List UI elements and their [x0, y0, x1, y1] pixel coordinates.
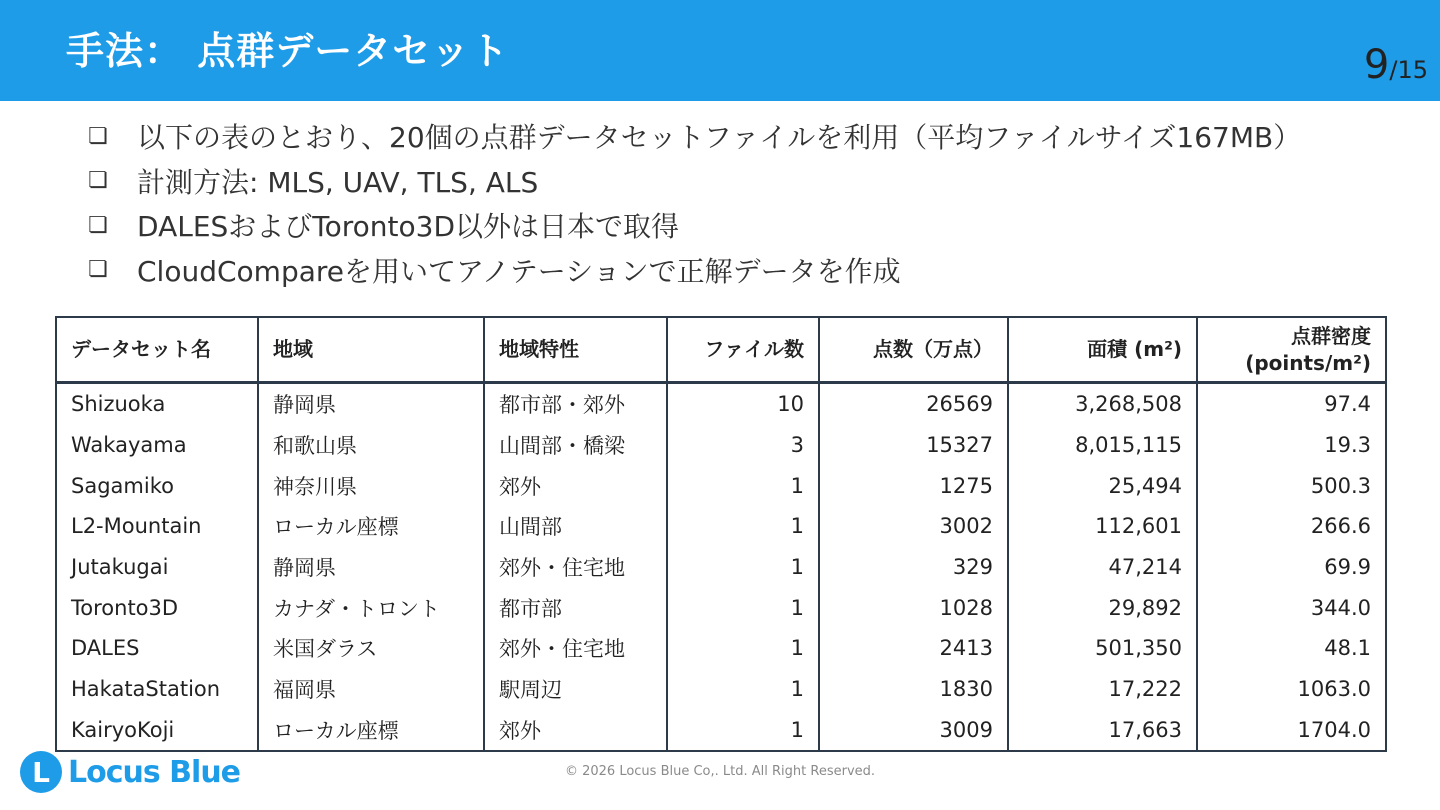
cell-region-type: 都市部	[484, 587, 667, 628]
cell-region-type: 郊外	[484, 465, 667, 506]
page-number	[1364, 42, 1428, 88]
cell-density: 1063.0	[1197, 669, 1386, 710]
cell-file-count: 1	[667, 587, 819, 628]
cell-density: 1704.0	[1197, 710, 1386, 752]
cell-point-count: 2413	[819, 628, 1008, 669]
cell-area: 25,494	[1008, 465, 1197, 506]
table-row	[56, 587, 1386, 628]
table-row	[56, 710, 1386, 752]
bullet-item	[88, 248, 1301, 293]
table-row	[56, 547, 1386, 588]
cell-file-count: 1	[667, 506, 819, 547]
cell-region-type: 駅周辺	[484, 669, 667, 710]
checkbox-bullet-icon: ❏	[88, 257, 108, 283]
cell-dataset-name: Toronto3D	[56, 587, 258, 628]
bullet-list	[88, 114, 1301, 292]
table-row	[56, 506, 1386, 547]
cell-region-type: 山間部・橋梁	[484, 425, 667, 466]
cell-file-count: 1	[667, 547, 819, 588]
slide-title: 手法： 点群データセット	[66, 29, 510, 73]
cell-density: 19.3	[1197, 425, 1386, 466]
locus-blue-logo-icon: L	[20, 751, 62, 793]
cell-region-type: 郊外	[484, 710, 667, 752]
cell-point-count: 1275	[819, 465, 1008, 506]
cell-file-count: 3	[667, 425, 819, 466]
cell-region: 神奈川県	[258, 465, 484, 506]
cell-file-count: 1	[667, 710, 819, 752]
cell-dataset-name: L2-Mountain	[56, 506, 258, 547]
cell-region: ローカル座標	[258, 506, 484, 547]
cell-region: 福岡県	[258, 669, 484, 710]
cell-density: 48.1	[1197, 628, 1386, 669]
bullet-text: 計測方法: MLS, UAV, TLS, ALS	[137, 165, 539, 199]
cell-region-type: 郊外・住宅地	[484, 547, 667, 588]
dataset-table	[55, 316, 1387, 752]
cell-region-type: 郊外・住宅地	[484, 628, 667, 669]
cell-density: 97.4	[1197, 383, 1386, 425]
table-header-row	[56, 317, 1386, 383]
table-row	[56, 383, 1386, 425]
table-row	[56, 425, 1386, 466]
cell-file-count: 10	[667, 383, 819, 425]
page-current: 9	[1363, 42, 1390, 88]
cell-point-count: 3009	[819, 710, 1008, 752]
cell-dataset-name: Jutakugai	[56, 547, 258, 588]
cell-dataset-name: Wakayama	[56, 425, 258, 466]
checkbox-bullet-icon: ❏	[88, 123, 108, 149]
cell-file-count: 1	[667, 669, 819, 710]
cell-density: 344.0	[1197, 587, 1386, 628]
cell-point-count: 15327	[819, 425, 1008, 466]
header-file-count: ファイル数	[667, 317, 819, 383]
cell-point-count: 329	[819, 547, 1008, 588]
cell-density: 69.9	[1197, 547, 1386, 588]
bullet-item	[88, 203, 1301, 248]
cell-area: 501,350	[1008, 628, 1197, 669]
header-dataset-name: データセット名	[56, 317, 258, 383]
cell-area: 17,663	[1008, 710, 1197, 752]
cell-area: 47,214	[1008, 547, 1197, 588]
cell-area: 8,015,115	[1008, 425, 1197, 466]
bullet-item	[88, 159, 1301, 204]
cell-dataset-name: KairyoKoji	[56, 710, 258, 752]
header-region: 地域	[258, 317, 484, 383]
cell-point-count: 3002	[819, 506, 1008, 547]
cell-point-count: 1830	[819, 669, 1008, 710]
cell-area: 3,268,508	[1008, 383, 1197, 425]
cell-region: 静岡県	[258, 547, 484, 588]
cell-dataset-name: Sagamiko	[56, 465, 258, 506]
cell-region: 静岡県	[258, 383, 484, 425]
cell-point-count: 26569	[819, 383, 1008, 425]
bullet-text: 以下の表のとおり、20個の点群データセットファイルを利用（平均ファイルサイズ167MB）	[137, 121, 1302, 155]
copyright-notice: © 2026 Locus Blue Co,. Ltd. All Right Reserved.	[564, 764, 876, 779]
table-row	[56, 628, 1386, 669]
bullet-text: CloudCompareを用いてアノテーションで正解データを作成	[137, 254, 901, 288]
cell-file-count: 1	[667, 465, 819, 506]
logo-text: Locus Blue	[68, 754, 241, 790]
cell-dataset-name: HakataStation	[56, 669, 258, 710]
cell-area: 112,601	[1008, 506, 1197, 547]
cell-area: 29,892	[1008, 587, 1197, 628]
cell-point-count: 1028	[819, 587, 1008, 628]
cell-region: カナダ・トロント	[258, 587, 484, 628]
page-total: /15	[1389, 56, 1428, 84]
header-point-count: 点数（万点）	[819, 317, 1008, 383]
checkbox-bullet-icon: ❏	[88, 168, 108, 194]
cell-region: 米国ダラス	[258, 628, 484, 669]
cell-region-type: 都市部・郊外	[484, 383, 667, 425]
header-region-type: 地域特性	[484, 317, 667, 383]
checkbox-bullet-icon: ❏	[88, 212, 108, 238]
header-area: 面積 (m²)	[1008, 317, 1197, 383]
slide-header	[0, 0, 1440, 101]
bullet-item	[88, 114, 1301, 159]
cell-dataset-name: DALES	[56, 628, 258, 669]
cell-region-type: 山間部	[484, 506, 667, 547]
cell-region: ローカル座標	[258, 710, 484, 752]
bullet-text: DALESおよびToronto3D以外は日本で取得	[137, 210, 680, 244]
cell-density: 266.6	[1197, 506, 1386, 547]
cell-file-count: 1	[667, 628, 819, 669]
table-row	[56, 465, 1386, 506]
cell-region: 和歌山県	[258, 425, 484, 466]
table-row	[56, 669, 1386, 710]
header-density: 点群密度 (points/m²)	[1197, 317, 1386, 383]
cell-area: 17,222	[1008, 669, 1197, 710]
cell-density: 500.3	[1197, 465, 1386, 506]
cell-dataset-name: Shizuoka	[56, 383, 258, 425]
